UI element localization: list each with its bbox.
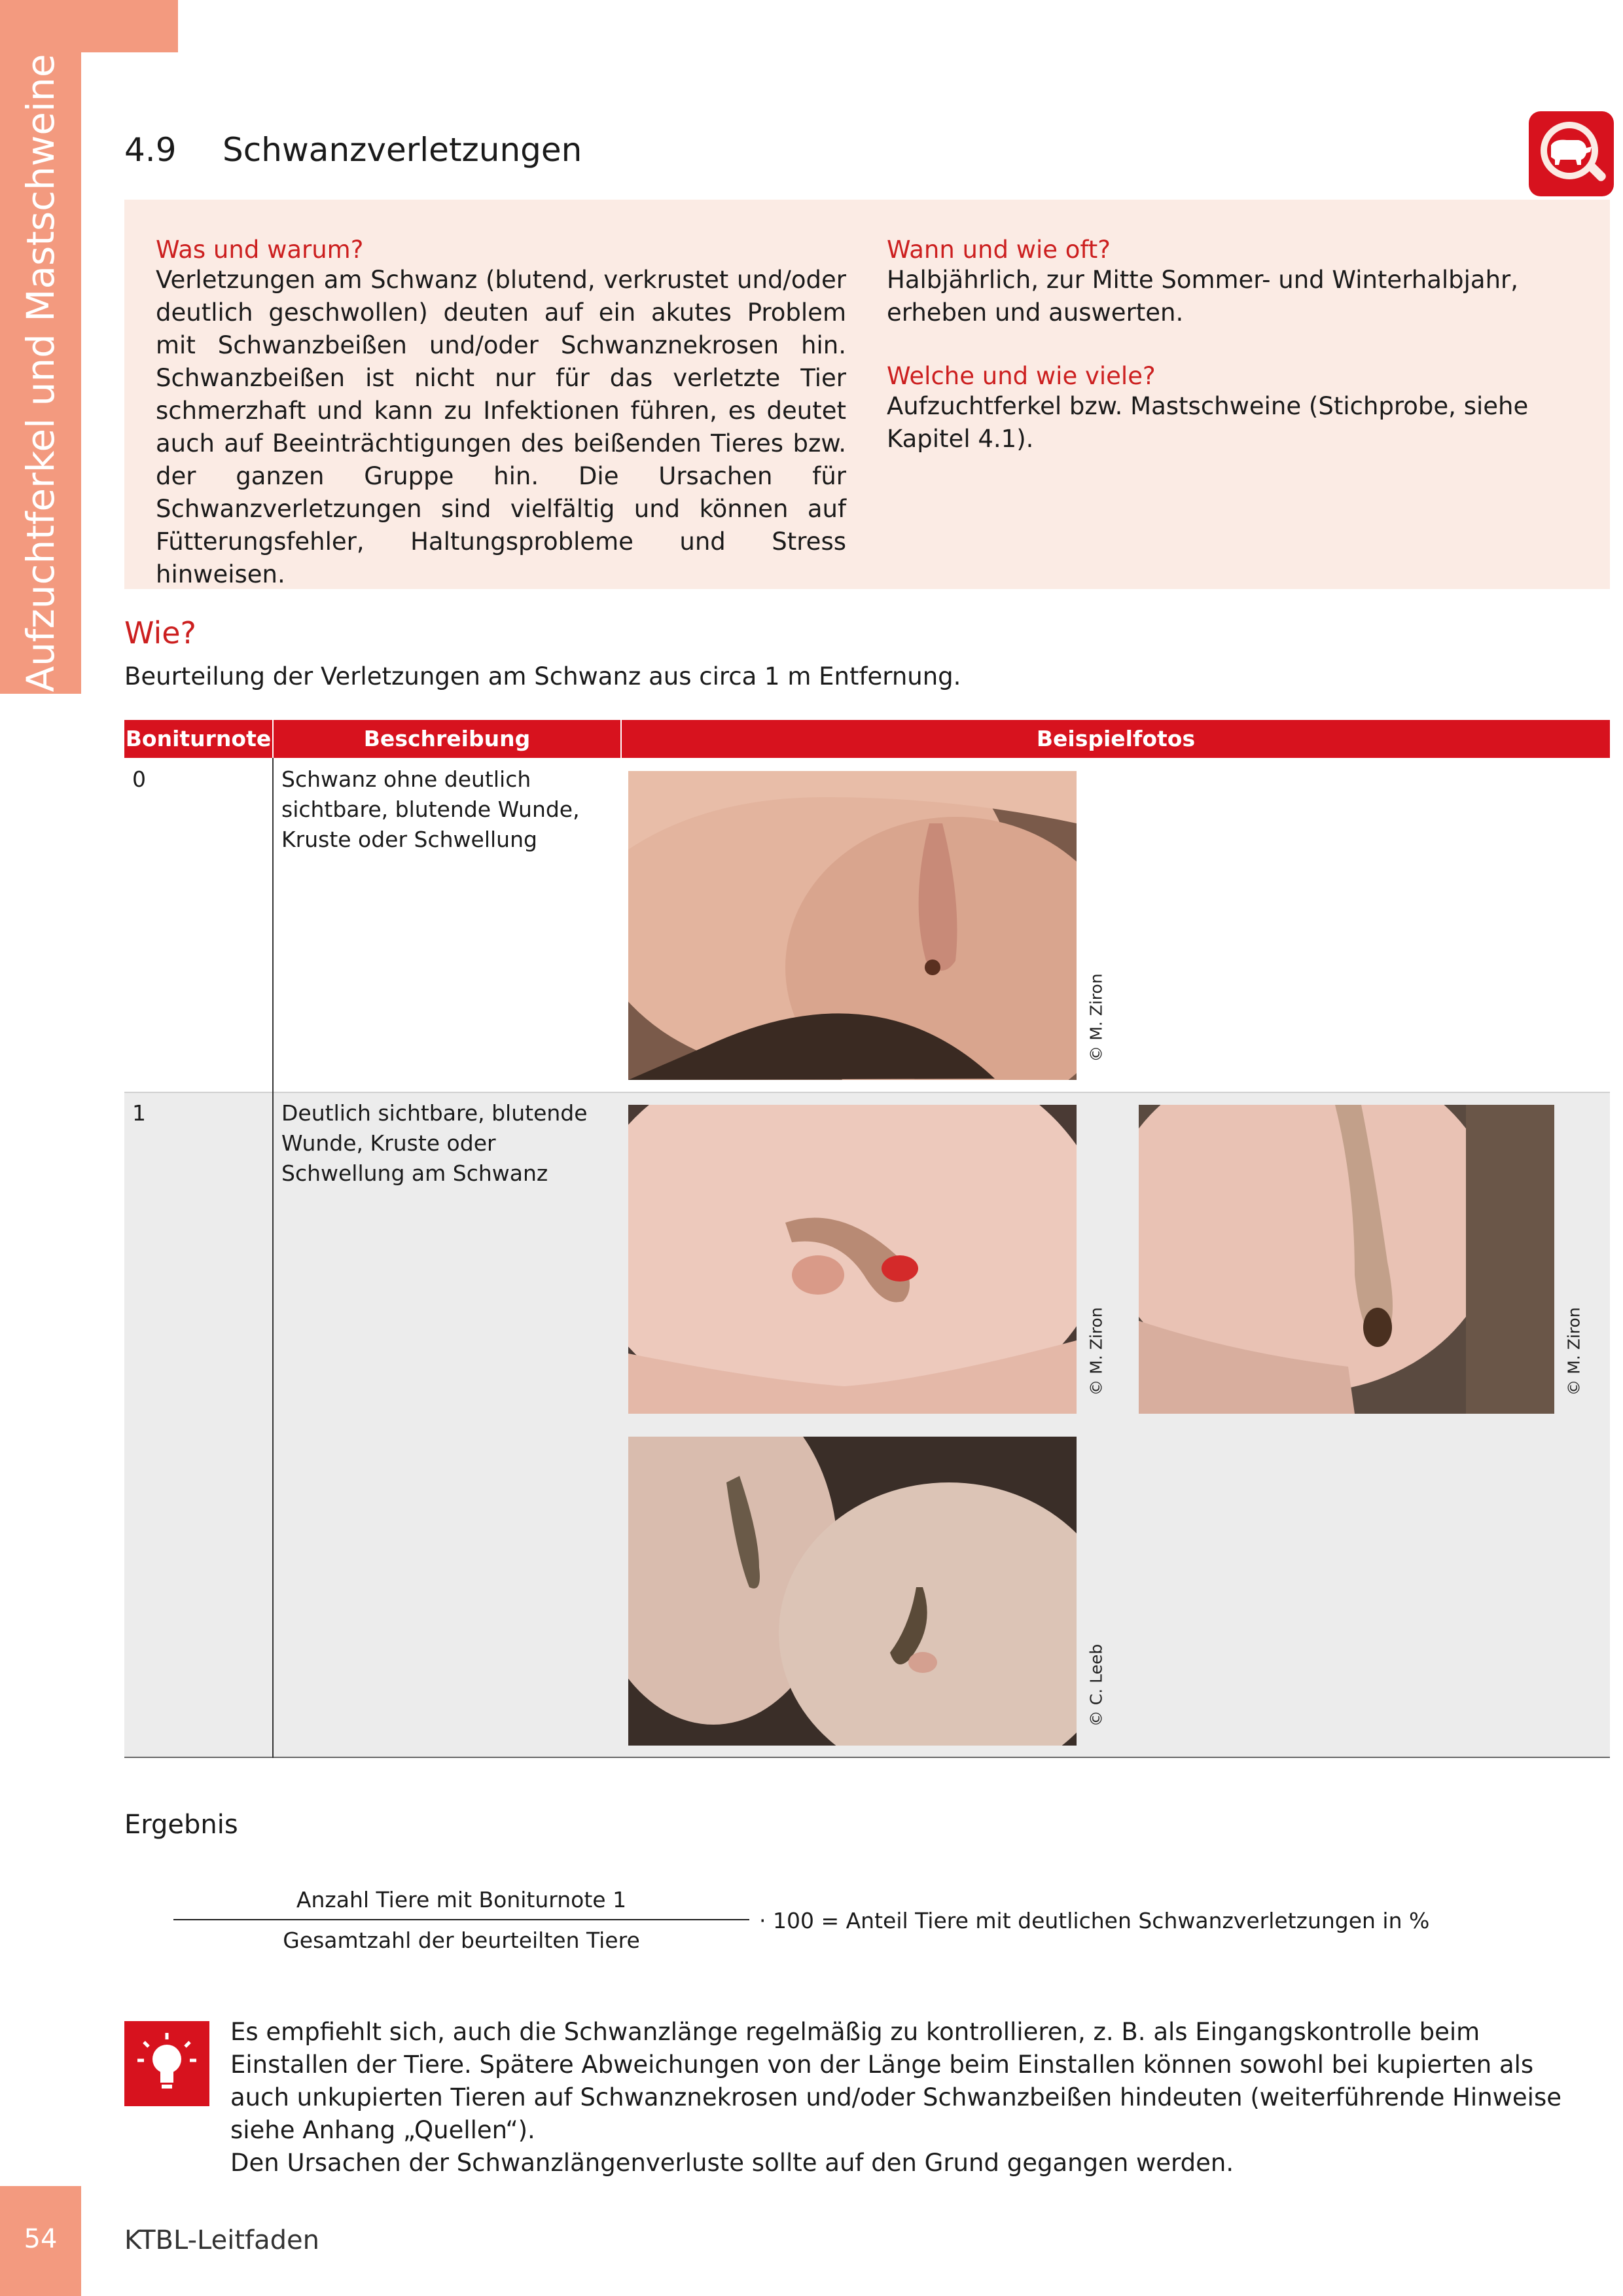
- how-text: Beurteilung der Verletzungen am Schwanz aus circa 1 m Entfernung.: [124, 662, 961, 691]
- page-number: 54: [24, 2224, 58, 2254]
- footer-publication: KTBL-Leitfaden: [124, 2225, 319, 2255]
- sidebar-tab-label: Aufzuchtferkel und Mastschweine: [18, 54, 63, 692]
- table-bottom-rule: [124, 1757, 1610, 1758]
- pig-magnifier-icon: [1529, 111, 1614, 196]
- formula-denominator: Gesamtzahl der beurteilten Tiere: [283, 1928, 640, 1953]
- how-heading: Wie?: [124, 615, 196, 651]
- tip-text: [230, 2016, 1578, 2179]
- info-what-heading: Was und warum?: [156, 236, 364, 264]
- info-when-text: Halbjährlich, zur Mitte Sommer- und Winterhalbjahr, erheben und auswerten.: [887, 266, 1519, 327]
- photo-tail-necrosis: [628, 1437, 1077, 1746]
- info-what-text: Verletzungen am Schwanz (blutend, verkrustet und/oder deutlich geschwollen) deuten auf ein akutes Problem mit Schwanzbeißen und/oder Schwanznekrosen hin. Schwanzbeißen ist nicht nur für das verletzte Tier schmerzhaft und kann zu Infektionen führen, es deutet auch auf Beeinträchtigungen des beißenden Tieres bzw. der ganzen Gruppe hin. Die Ursachen für Schwanzverletzungen sind vielfältig und können auf Fütterungsfehler, Haltungsprobleme und Stress hinweisen.: [156, 266, 846, 588]
- table-header-score: Boniturnote: [125, 726, 272, 751]
- tip-paragraph-2: Den Ursachen der Schwanzlängenverluste sollte auf den Grund gegangen werden.: [230, 2149, 1234, 2177]
- photo-credit: © M. Ziron: [1086, 1307, 1106, 1396]
- row0-score: 0: [132, 766, 146, 792]
- formula-rhs: · 100 = Anteil Tiere mit deutlichen Schwanzverletzungen in %: [759, 1908, 1430, 1933]
- row0-description: Schwanz ohne deutlich sichtbare, blutende Wunde, Kruste oder Schwellung: [281, 766, 580, 852]
- table-header-photos: Beispielfotos: [1036, 726, 1196, 751]
- info-which-heading: Welche und wie viele?: [887, 362, 1156, 390]
- tip-paragraph: Es empfiehlt sich, auch die Schwanzlänge regelmäßig zu kontrollieren, z. B. als Eingangskontrolle beim Einstallen der Tiere. Spätere Abweichungen von der Länge beim Einstallen können sowohl bei kupierten als auch unkupierten Tieren auf Schwanznekrosen und/oder Schwanzbeißen hindeuten (weiterführende Hinweise siehe Anhang „Quellen“).: [230, 2018, 1561, 2144]
- section-number: 4.9: [124, 131, 177, 169]
- photo-credit: © C. Leeb: [1086, 1643, 1106, 1727]
- info-when: [887, 236, 1580, 456]
- formula-fraction-line: [173, 1919, 749, 1920]
- photo-credit: © M. Ziron: [1564, 1307, 1584, 1396]
- lightbulb-icon: [124, 2021, 209, 2106]
- column-divider: [272, 758, 274, 1758]
- info-when-heading: Wann und wie oft?: [887, 236, 1111, 264]
- row1-score: 1: [132, 1100, 146, 1126]
- result-heading: Ergebnis: [124, 1810, 238, 1840]
- photo-tail-bleeding: [628, 1105, 1077, 1414]
- formula-numerator: Anzahl Tiere mit Boniturnote 1: [296, 1887, 627, 1912]
- info-which-text: Aufzuchtferkel bzw. Mastschweine (Stichprobe, siehe Kapitel 4.1).: [887, 392, 1529, 453]
- row1-description: Deutlich sichtbare, blutende Wunde, Kruste oder Schwellung am Schwanz: [281, 1100, 588, 1186]
- photo-tail-intact: [628, 771, 1077, 1080]
- photo-tail-crusted: [1139, 1105, 1554, 1414]
- photo-credit: © M. Ziron: [1086, 973, 1106, 1062]
- sidebar-tab-top: [0, 0, 178, 52]
- table-header-description: Beschreibung: [363, 726, 531, 751]
- info-what: [156, 236, 846, 591]
- row-divider: [124, 1092, 1610, 1093]
- page-title: Schwanzverletzungen: [223, 131, 582, 169]
